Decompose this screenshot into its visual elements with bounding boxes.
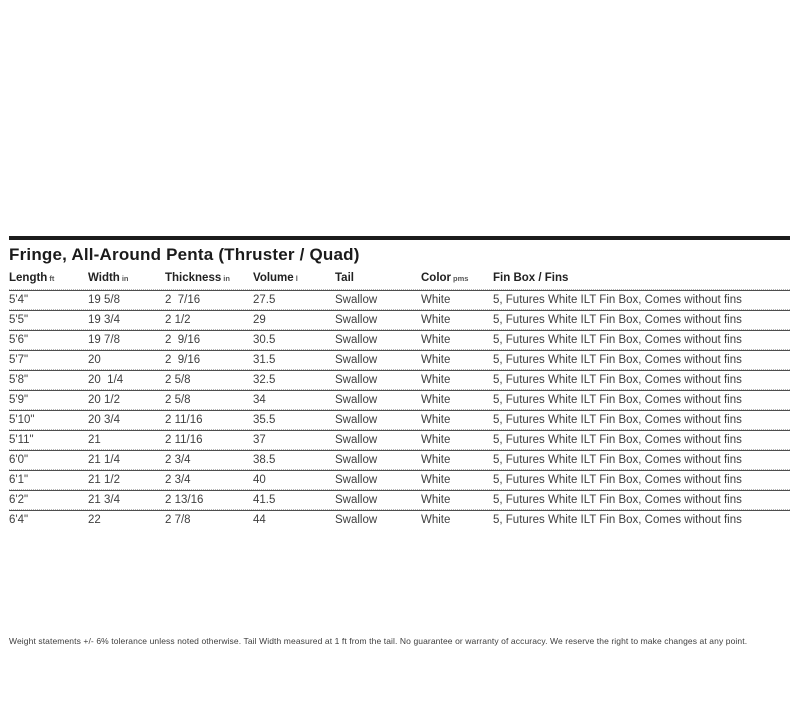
cell-volume: 31.5 [253, 354, 276, 366]
cell-volume: 32.5 [253, 374, 276, 386]
cell-finbox: 5, Futures White ILT Fin Box, Comes without fins [493, 494, 742, 506]
cell-width: 21 1/2 [88, 474, 120, 486]
cell-width: 21 1/4 [88, 454, 120, 466]
cell-width: 20 [88, 354, 101, 366]
cell-volume: 38.5 [253, 454, 276, 466]
cell-tail: Swallow [335, 514, 378, 526]
cell-finbox: 5, Futures White ILT Fin Box, Comes without fins [493, 514, 742, 526]
column-header-color: Color pms [421, 271, 469, 284]
cell-volume: 30.5 [253, 334, 276, 346]
cell-finbox: 5, Futures White ILT Fin Box, Comes without fins [493, 314, 742, 326]
spec-table-section [9, 236, 790, 529]
cell-tail: Swallow [335, 394, 378, 406]
table-row [9, 411, 790, 429]
cell-tail: Swallow [335, 414, 378, 426]
cell-finbox: 5, Futures White ILT Fin Box, Comes without fins [493, 334, 742, 346]
cell-width: 21 3/4 [88, 494, 120, 506]
table-row [9, 311, 790, 329]
cell-color: White [421, 374, 451, 386]
disclaimer-text: Weight statements +/- 6% tolerance unless noted otherwise. Tail Width measured at 1 ft from the tail. No guarantee or warranty of accuracy. We reserve the right to make changes at any point. [9, 635, 748, 646]
cell-tail: Swallow [335, 434, 378, 446]
cell-length: 6'1" [9, 474, 29, 486]
column-header-tail: Tail [335, 271, 354, 284]
cell-finbox: 5, Futures White ILT Fin Box, Comes without fins [493, 474, 742, 486]
column-header-thickness: Thickness in [165, 271, 230, 284]
unit-label: l [295, 273, 298, 283]
cell-finbox: 5, Futures White ILT Fin Box, Comes without fins [493, 354, 742, 366]
cell-volume: 34 [253, 394, 266, 406]
cell-volume: 37 [253, 434, 266, 446]
cell-volume: 27.5 [253, 294, 276, 306]
table-header-row [9, 266, 790, 289]
cell-tail: Swallow [335, 454, 378, 466]
cell-color: White [421, 514, 451, 526]
table-row [9, 511, 790, 529]
cell-length: 6'2" [9, 494, 29, 506]
cell-color: White [421, 314, 451, 326]
cell-volume: 41.5 [253, 494, 276, 506]
cell-length: 5'8" [9, 374, 29, 386]
table-row [9, 371, 790, 389]
cell-finbox: 5, Futures White ILT Fin Box, Comes without fins [493, 374, 742, 386]
cell-tail: Swallow [335, 474, 378, 486]
cell-volume: 40 [253, 474, 266, 486]
cell-color: White [421, 414, 451, 426]
table-row [9, 471, 790, 489]
unit-label: in [223, 273, 230, 283]
table-row [9, 391, 790, 409]
cell-tail: Swallow [335, 494, 378, 506]
unit-label: pms [453, 273, 469, 283]
cell-tail: Swallow [335, 354, 378, 366]
cell-tail: Swallow [335, 314, 378, 326]
unit-label: ft [49, 273, 55, 283]
cell-thickness: 2 1/2 [165, 314, 191, 326]
cell-width: 19 3/4 [88, 314, 120, 326]
cell-thickness: 2 7/16 [165, 294, 201, 306]
table-row [9, 331, 790, 349]
cell-finbox: 5, Futures White ILT Fin Box, Comes without fins [493, 394, 742, 406]
table-row [9, 291, 790, 309]
page-title: Fringe, All-Around Penta (Thruster / Quad) [9, 245, 360, 264]
cell-thickness: 2 13/16 [165, 494, 204, 506]
cell-thickness: 2 11/16 [165, 434, 203, 446]
cell-width: 20 3/4 [88, 414, 120, 426]
table-row [9, 431, 790, 449]
cell-width: 19 5/8 [88, 294, 120, 306]
cell-tail: Swallow [335, 294, 378, 306]
cell-color: White [421, 334, 451, 346]
cell-volume: 35.5 [253, 414, 276, 426]
cell-width: 20 1/2 [88, 394, 120, 406]
cell-width: 20 1/4 [88, 374, 124, 386]
cell-length: 6'0" [9, 454, 29, 466]
cell-color: White [421, 454, 451, 466]
cell-color: White [421, 474, 451, 486]
cell-finbox: 5, Futures White ILT Fin Box, Comes without fins [493, 294, 742, 306]
cell-width: 22 [88, 514, 101, 526]
cell-thickness: 2 5/8 [165, 394, 191, 406]
cell-color: White [421, 394, 451, 406]
cell-length: 5'7" [9, 354, 29, 366]
cell-length: 5'5" [9, 314, 29, 326]
table-row [9, 351, 790, 369]
cell-finbox: 5, Futures White ILT Fin Box, Comes without fins [493, 434, 742, 446]
cell-length: 5'4" [9, 294, 29, 306]
cell-finbox: 5, Futures White ILT Fin Box, Comes without fins [493, 414, 742, 426]
cell-thickness: 2 3/4 [165, 474, 191, 486]
table-row [9, 491, 790, 509]
spec-table-body [9, 289, 790, 529]
cell-color: White [421, 294, 451, 306]
cell-volume: 29 [253, 314, 266, 326]
cell-width: 21 [88, 434, 101, 446]
cell-length: 5'11" [9, 434, 34, 446]
cell-color: White [421, 494, 451, 506]
cell-length: 5'9" [9, 394, 29, 406]
column-header-volume: Volume l [253, 271, 298, 284]
cell-width: 19 7/8 [88, 334, 120, 346]
cell-length: 5'6" [9, 334, 29, 346]
cell-tail: Swallow [335, 334, 378, 346]
cell-tail: Swallow [335, 374, 378, 386]
cell-thickness: 2 7/8 [165, 514, 191, 526]
cell-thickness: 2 11/16 [165, 414, 203, 426]
cell-thickness: 2 3/4 [165, 454, 191, 466]
column-header-width: Width in [88, 271, 129, 284]
cell-thickness: 2 5/8 [165, 374, 191, 386]
cell-color: White [421, 434, 451, 446]
cell-volume: 44 [253, 514, 266, 526]
cell-finbox: 5, Futures White ILT Fin Box, Comes without fins [493, 454, 742, 466]
cell-thickness: 2 9/16 [165, 334, 201, 346]
cell-color: White [421, 354, 451, 366]
column-header-length: Length ft [9, 271, 55, 284]
table-row [9, 451, 790, 469]
unit-label: in [121, 273, 129, 283]
column-header-finbox: Fin Box / Fins [493, 271, 569, 284]
top-rule [9, 236, 790, 240]
cell-thickness: 2 9/16 [165, 354, 201, 366]
cell-length: 5'10" [9, 414, 35, 426]
cell-length: 6'4" [9, 514, 29, 526]
